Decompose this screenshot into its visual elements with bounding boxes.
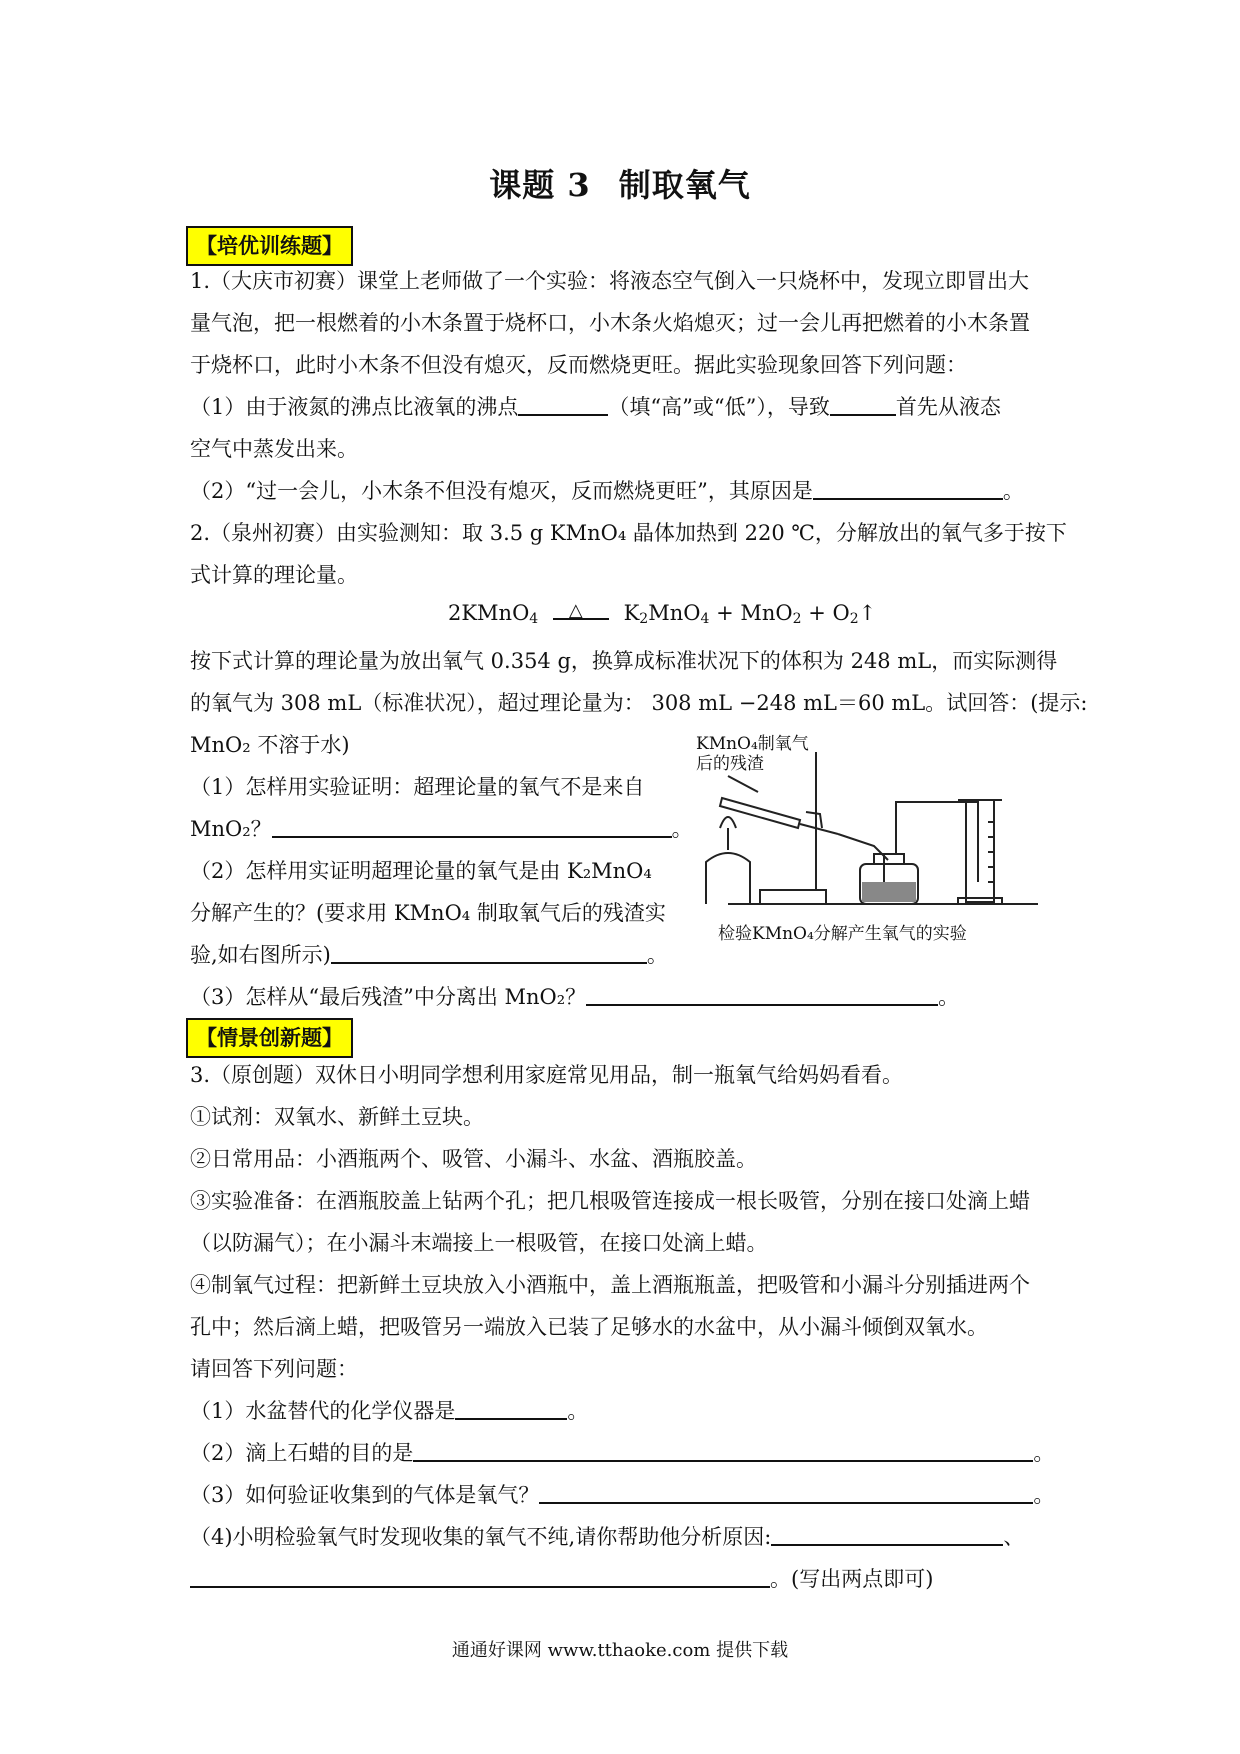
q1-sub1-cont: 空气中蒸发出来。 (190, 437, 358, 461)
answer-blank[interactable] (331, 940, 647, 964)
answer-blank[interactable] (771, 1522, 1003, 1546)
answer-blank[interactable] (518, 392, 608, 416)
answer-blank[interactable] (830, 392, 896, 416)
q2-line-2: 式计算的理论量。 (190, 563, 358, 587)
section-label-innovation: 【情景创新题】 (186, 1018, 353, 1058)
q1-sub2: （2）“过一会儿，小木条不但没有熄灭，反而燃烧更旺”，其原因是 。 (190, 476, 1024, 506)
q3-line-5: （以防漏气）；在小漏斗末端接上一根吸管，在接口处滴上蜡。 (190, 1231, 768, 1255)
q1-line-2: 量气泡，把一根燃着的小木条置于烧杯口，小木条火焰熄灭；过一会儿再把燃着的小木条置 (190, 311, 1030, 335)
q2-sub3: （3）怎样从“最后残渣”中分离出 MnO₂？ 。 (190, 982, 959, 1012)
q2-sub2-cont1: 分解产生的？(要求用 KMnO₄ 制取氧气后的残渣实 (190, 901, 666, 925)
q3-sub1: （1）水盆替代的化学仪器是 。 (190, 1396, 588, 1426)
apparatus-drawing (688, 732, 1048, 912)
tube-stopper (800, 824, 838, 834)
q2-line-1: 2.（泉州初赛）由实验测知：取 3.5 g KMnO₄ 晶体加热到 220 ℃，分解放出的氧气多于按下 (190, 521, 1067, 545)
title-text: 制取氧气 (618, 166, 751, 204)
apparatus-figure (688, 732, 1048, 952)
page-footer: 通通好课网 www.tthaoke.com 提供下载 (451, 1640, 789, 1661)
bottle-water (862, 882, 916, 902)
q2-sub1-cont: MnO₂？ 。 (190, 814, 693, 844)
q2-line-3: 按下式计算的理论量为放出氧气 0.354 g，换算成标准状况下的体积为 248 mL，而实际测得 (190, 649, 1058, 673)
lamp-flame (720, 817, 736, 828)
q3-line-6: ④制氧气过程：把新鲜土豆块放入小酒瓶中，盖上酒瓶瓶盖，把吸管和小漏斗分别插进两个 (190, 1273, 1030, 1297)
q1-line-1: 1.（大庆市初赛）课堂上老师做了一个实验：将液态空气倒入一只烧杯中，发现立即冒出大 (190, 269, 1030, 293)
label-pointer (728, 776, 758, 792)
answer-blank[interactable] (272, 814, 672, 838)
answer-blank[interactable] (190, 1564, 770, 1588)
alcohol-lamp (706, 853, 750, 904)
stand-base (760, 890, 826, 904)
q3-sub2: （2）滴上石蜡的目的是 。 (190, 1438, 1054, 1468)
heat-arrow (545, 600, 617, 630)
answer-blank[interactable] (586, 982, 938, 1006)
q3-line-2: ①试剂：双氧水、新鲜土豆块。 (190, 1105, 484, 1129)
chemical-equation: 2KMnO$_4$ △ $K_2MnO_4 + MnO_2$ + $O_2↑$ (448, 598, 876, 634)
q1-sub1: （1）由于液氮的沸点比液氧的沸点 （填“高”或“低”），导致 首先从液态 (190, 392, 1001, 422)
page-title (0, 160, 1240, 206)
q3-line-8: 请回答下列问题： (190, 1357, 358, 1381)
wash-bottle-neck (874, 854, 904, 864)
q1-line-3: 于烧杯口，此时小木条不但没有熄灭，反而燃烧更旺。据此实验现象回答下列问题： (190, 353, 967, 377)
q3-line-4: ③实验准备：在酒瓶胶盖上钻两个孔；把几根吸管连接成一根长吸管，分别在接口处滴上蜡 (190, 1189, 1030, 1213)
answer-blank[interactable] (455, 1396, 567, 1420)
section-label-training: 【培优训练题】 (186, 226, 353, 266)
answer-blank[interactable] (539, 1480, 1033, 1504)
heat-triangle-icon: △ (568, 599, 583, 621)
q3-sub4: （4)小明检验氧气时发现收集的氧气不纯,请你帮助他分析原因: 、 (190, 1522, 1024, 1552)
q3-line-1: 3.（原创题）双休日小明同学想利用家庭常见用品，制一瓶氧气给妈妈看看。 (190, 1063, 904, 1087)
q3-sub4-cont: 。(写出两点即可) (190, 1564, 933, 1594)
q2-line-5: MnO₂ 不溶于水) (190, 733, 350, 757)
q2-line-4: 的氧气为 308 mL（标准状况），超过理论量为： 308 mL −248 mL＝60 mL。试回答：(提示: (190, 691, 1088, 715)
test-tube (720, 798, 800, 828)
figure-caption: 检验KMnO₄分解产生氧气的实验 (718, 924, 967, 944)
q3-line-3: ②日常用品：小酒瓶两个、吸管、小漏斗、水盆、酒瓶胶盖。 (190, 1147, 757, 1171)
figure-label-line1: KMnO₄制氧气 (696, 734, 809, 754)
delivery-tube-1 (838, 834, 888, 860)
figure-label-line2: 后的残渣 (696, 754, 764, 774)
answer-blank[interactable] (813, 476, 1003, 500)
q2-sub1: （1）怎样用实验证明：超理论量的氧气不是来自 (190, 775, 645, 799)
q2-sub2: （2）怎样用实证明超理论量的氧气是由 K₂MnO₄ (190, 859, 652, 883)
q3-line-7: 孔中；然后滴上蜡，把吸管另一端放入已装了足够水的水盆中，从小漏斗倾倒双氧水。 (190, 1315, 988, 1339)
q3-sub3: （3）如何验证收集到的气体是氧气？ 。 (190, 1480, 1054, 1510)
q2-sub2-cont2: 验,如右图所示) 。 (190, 940, 668, 970)
title-number: 课题 3 (489, 166, 591, 204)
answer-blank[interactable] (413, 1438, 1033, 1462)
